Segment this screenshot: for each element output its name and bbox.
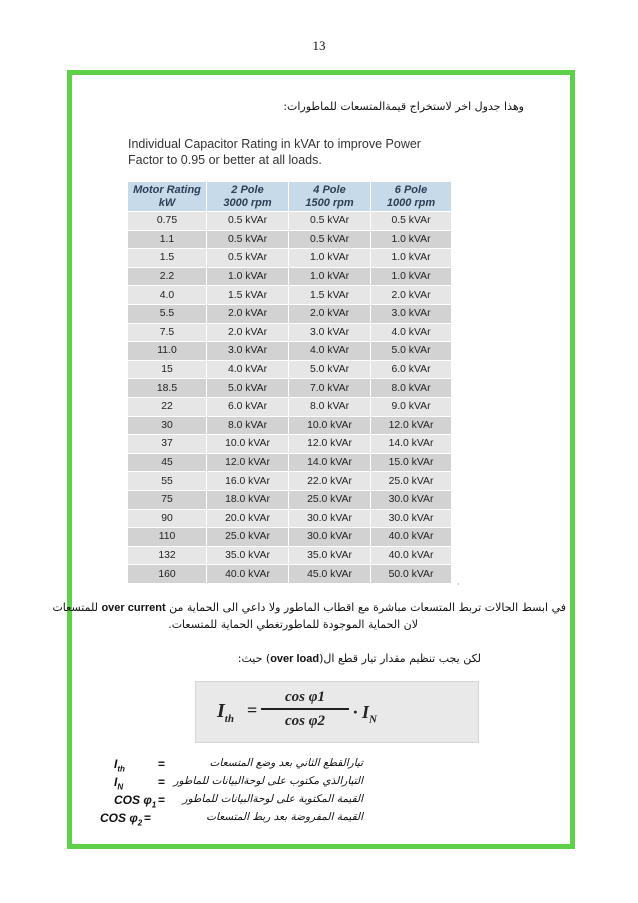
- cell-kvar: 2.0 kVAr: [207, 304, 289, 323]
- formula-numerator: cos φ1: [284, 689, 326, 705]
- cell-kvar: 4.0 kVAr: [289, 342, 371, 361]
- definition-cos-phi2: COS $\varphi_2$ = القيمة المفروضة بعد ربط المتسعات: [100, 811, 363, 828]
- table-row: [128, 416, 452, 435]
- cell-kvar: 14.0 kVAr: [371, 435, 452, 454]
- table-row: [128, 304, 452, 323]
- cell-kvar: 15.0 kVAr: [371, 453, 452, 472]
- formula: [217, 688, 457, 738]
- cell-kvar: 2.0 kVAr: [289, 304, 371, 323]
- definition-ith: $I_{th}$ = تيارالقطع الثاني بعد وضع المتسعات: [114, 757, 363, 774]
- table-row: [128, 565, 452, 584]
- cell-kvar: 30.0 kVAr: [289, 528, 371, 547]
- intro-text: وهذا جدول اخر لاستخراج قيمةالمتسعات للماطورات:: [283, 100, 524, 113]
- definition-cos-phi1: COS $\varphi_1$ = القيمة المكتوبة على لوحةالبيانات للماطور: [114, 793, 363, 810]
- cell-motor-rating: 15: [128, 360, 207, 379]
- cell-kvar: 4.0 kVAr: [371, 323, 452, 342]
- cell-kvar: 30.0 kVAr: [371, 509, 452, 528]
- cell-kvar: 12.0 kVAr: [289, 435, 371, 454]
- cell-kvar: 30.0 kVAr: [371, 490, 452, 509]
- cell-kvar: 2.0 kVAr: [371, 286, 452, 305]
- table-row: [128, 546, 452, 565]
- definition-in: $I_N$ = التيارالذي مكتوب على لوحةالبيانات للماطور: [114, 775, 363, 792]
- cell-motor-rating: 75: [128, 490, 207, 509]
- table-row: [128, 212, 452, 231]
- cell-kvar: 0.5 kVAr: [207, 230, 289, 249]
- cell-kvar: 16.0 kVAr: [207, 472, 289, 491]
- cell-motor-rating: 55: [128, 472, 207, 491]
- cell-kvar: 2.0 kVAr: [207, 323, 289, 342]
- formula-fraction: [261, 688, 349, 730]
- cell-kvar: 8.0 kVAr: [289, 397, 371, 416]
- cell-motor-rating: 22: [128, 397, 207, 416]
- cell-kvar: 10.0 kVAr: [207, 435, 289, 454]
- table-row: [128, 453, 452, 472]
- cell-motor-rating: 1.1: [128, 230, 207, 249]
- cell-kvar: 8.0 kVAr: [207, 416, 289, 435]
- table-row: [128, 342, 452, 361]
- header-6-pole: 6 Pole 1000 rpm: [371, 182, 452, 212]
- formula-in: · $I_N$: [353, 702, 377, 726]
- cell-kvar: 40.0 kVAr: [371, 546, 452, 565]
- cell-kvar: 14.0 kVAr: [289, 453, 371, 472]
- cell-motor-rating: 11.0: [128, 342, 207, 361]
- table-title: Individual Capacitor Rating in kVAr to improve Power Factor to 0.95 or better at all loads.: [128, 137, 421, 167]
- table-header-row: [128, 182, 452, 212]
- table-row: [128, 323, 452, 342]
- header-4-pole: 4 Pole 1500 rpm: [289, 182, 371, 212]
- cell-motor-rating: 7.5: [128, 323, 207, 342]
- paragraph-line-2: لان الحماية الموجودة للماطورتغطي الحماية للمتسعات.: [168, 618, 418, 631]
- stray-mark: ·: [457, 580, 460, 589]
- cell-kvar: 6.0 kVAr: [207, 397, 289, 416]
- cell-kvar: 25.0 kVAr: [207, 528, 289, 547]
- overload-note: لكن يجب تنظيم مقدار تيار قطع ال(over load) حيث:: [237, 652, 481, 665]
- cell-motor-rating: 18.5: [128, 379, 207, 398]
- table-row: [128, 490, 452, 509]
- cell-kvar: 18.0 kVAr: [207, 490, 289, 509]
- cell-kvar: 40.0 kVAr: [371, 528, 452, 547]
- cell-motor-rating: 2.2: [128, 267, 207, 286]
- cell-kvar: 1.0 kVAr: [289, 267, 371, 286]
- cell-kvar: 12.0 kVAr: [371, 416, 452, 435]
- cell-kvar: 0.5 kVAr: [207, 249, 289, 268]
- cell-kvar: 10.0 kVAr: [289, 416, 371, 435]
- cell-motor-rating: 160: [128, 565, 207, 584]
- cell-kvar: 0.5 kVAr: [289, 230, 371, 249]
- cell-kvar: 45.0 kVAr: [289, 565, 371, 584]
- cell-kvar: 0.5 kVAr: [207, 212, 289, 231]
- page-number: 13: [312, 38, 326, 53]
- cell-kvar: 1.0 kVAr: [207, 267, 289, 286]
- cell-motor-rating: 5.5: [128, 304, 207, 323]
- cell-kvar: 22.0 kVAr: [289, 472, 371, 491]
- cell-kvar: 0.5 kVAr: [371, 212, 452, 231]
- cell-motor-rating: 4.0: [128, 286, 207, 305]
- cell-kvar: 35.0 kVAr: [289, 546, 371, 565]
- cell-kvar: 0.5 kVAr: [289, 212, 371, 231]
- cell-kvar: 3.0 kVAr: [289, 323, 371, 342]
- cell-kvar: 9.0 kVAr: [371, 397, 452, 416]
- formula-equals: =: [247, 700, 258, 720]
- cell-kvar: 5.0 kVAr: [371, 342, 452, 361]
- cell-kvar: 3.0 kVAr: [371, 304, 452, 323]
- formula-ith: $I_{th}$: [217, 700, 234, 725]
- cell-kvar: 1.0 kVAr: [371, 230, 452, 249]
- cell-kvar: 20.0 kVAr: [207, 509, 289, 528]
- cell-kvar: 4.0 kVAr: [207, 360, 289, 379]
- table-row: [128, 397, 452, 416]
- over-current-term: over current: [101, 602, 166, 614]
- cell-kvar: 35.0 kVAr: [207, 546, 289, 565]
- table-row: [128, 360, 452, 379]
- cell-motor-rating: 132: [128, 546, 207, 565]
- cell-kvar: 1.0 kVAr: [371, 267, 452, 286]
- cell-kvar: 30.0 kVAr: [289, 509, 371, 528]
- cell-motor-rating: 1.5: [128, 249, 207, 268]
- cell-motor-rating: 37: [128, 435, 207, 454]
- cell-kvar: 7.0 kVAr: [289, 379, 371, 398]
- table-row: [128, 528, 452, 547]
- cell-motor-rating: 110: [128, 528, 207, 547]
- cell-kvar: 5.0 kVAr: [289, 360, 371, 379]
- table-row: [128, 435, 452, 454]
- formula-denominator: cos φ2: [284, 713, 326, 729]
- cell-kvar: 40.0 kVAr: [207, 565, 289, 584]
- cell-kvar: 1.5 kVAr: [289, 286, 371, 305]
- table-row: [128, 267, 452, 286]
- cell-kvar: 12.0 kVAr: [207, 453, 289, 472]
- cell-kvar: 5.0 kVAr: [207, 379, 289, 398]
- cell-motor-rating: 0.75: [128, 212, 207, 231]
- cell-kvar: 25.0 kVAr: [289, 490, 371, 509]
- table-row: [128, 509, 452, 528]
- header-motor-rating: Motor Rating kW: [128, 182, 207, 212]
- cell-motor-rating: 90: [128, 509, 207, 528]
- cell-motor-rating: 45: [128, 453, 207, 472]
- cell-kvar: 1.0 kVAr: [371, 249, 452, 268]
- table-row: [128, 286, 452, 305]
- cell-motor-rating: 30: [128, 416, 207, 435]
- fraction-bar: [261, 708, 349, 710]
- over-load-term: over load: [270, 653, 320, 665]
- table-row: [128, 249, 452, 268]
- table-row: [128, 472, 452, 491]
- cell-kvar: 25.0 kVAr: [371, 472, 452, 491]
- table-row: [128, 379, 452, 398]
- paragraph-line-1: في ابسط الحالات تربط المتسعات مباشرة مع اقطاب الماطور ولا داعي الى الحماية من over current للمتسعات: [52, 601, 566, 614]
- cell-kvar: 50.0 kVAr: [371, 565, 452, 584]
- header-2-pole: 2 Pole 3000 rpm: [207, 182, 289, 212]
- cell-kvar: 6.0 kVAr: [371, 360, 452, 379]
- cell-kvar: 1.5 kVAr: [207, 286, 289, 305]
- cell-kvar: 1.0 kVAr: [289, 249, 371, 268]
- cell-kvar: 3.0 kVAr: [207, 342, 289, 361]
- cell-kvar: 8.0 kVAr: [371, 379, 452, 398]
- table-row: [128, 230, 452, 249]
- capacitor-rating-table: [127, 181, 452, 584]
